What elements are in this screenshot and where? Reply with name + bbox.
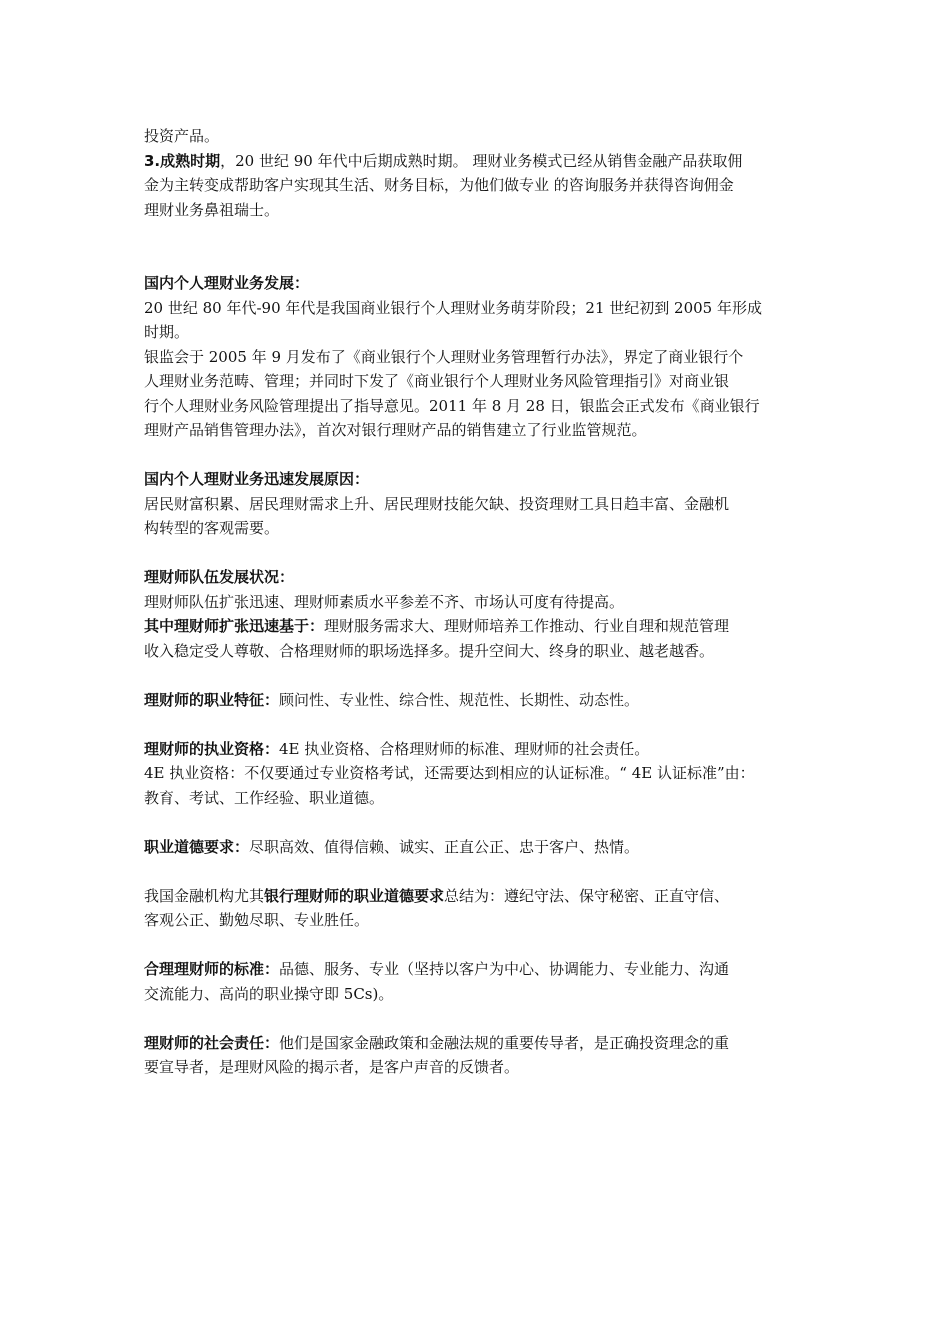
spacer [144, 933, 820, 958]
domestic-line-2: 时期。 [144, 323, 190, 341]
bank-ethics-line-1 [144, 884, 820, 909]
domestic-line-4: 人理财业务范畴、管理；并同时下发了《商业银行个人理财业务风险管理指引》对商业银 [144, 372, 730, 390]
traits-section [144, 688, 820, 713]
intro-line-2 [144, 149, 820, 174]
domestic-line-1: 20 世纪 80 年代-90 年代是我国商业银行个人理财业务萌芽阶段；21 世纪初到 2005 年形成 [144, 298, 762, 317]
standard-section [144, 957, 820, 1006]
responsibility-line-2: 要宣导者，是理财风险的揭示者，是客户声音的反馈者。 [144, 1058, 520, 1076]
domestic-line-5: 行个人理财业务风险管理提出了指导意见。2011 年 8 月 28 日，银监会正式发布《商业银行 [144, 396, 760, 415]
traits-label: 理财师的职业特征： [144, 690, 280, 709]
reasons-section [144, 467, 820, 541]
spacer [144, 810, 820, 835]
qualification-line-2: 4E 执业资格：不仅要通过专业资格考试，还需要达到相应的认证标准。“ 4E 认证标准”由： [144, 764, 755, 782]
bank-ethics-line-2: 客观公正、勤勉尽职、专业胜任。 [144, 911, 370, 929]
team-section [144, 565, 820, 663]
responsibility-text: 他们是国家金融政策和金融法规的重要传导者，是正确投资理念的重 [279, 1033, 730, 1052]
expansion-label: 其中理财师扩张迅速基于： [144, 617, 325, 635]
spacer [144, 663, 820, 688]
ethics-label: 职业道德要求： [144, 837, 250, 856]
domestic-line-6: 理财产品销售管理办法》，首次对银行理财产品的销售建立了行业监管规范。 [144, 421, 647, 439]
standard-line-1 [144, 957, 820, 982]
standard-line-2: 交流能力、高尚的职业操守即 5Cs)。 [144, 984, 394, 1003]
intro-line-3: 金为主转变成帮助客户实现其生活、财务目标，为他们做专业 的咨询服务并获得咨询佣金 [144, 176, 734, 194]
domestic-heading: 国内个人理财业务发展： [144, 274, 310, 292]
qualification-label: 理财师的执业资格： [144, 739, 280, 758]
spacer [144, 222, 820, 271]
qualification-text: 4E 执业资格、合格理财师的标准、理财师的社会责任。 [279, 739, 650, 758]
responsibility-section [144, 1031, 820, 1080]
spacer [144, 1006, 820, 1031]
reasons-line-1: 居民财富积累、居民理财需求上升、居民理财技能欠缺、投资理财工具日趋丰富、金融机 [144, 494, 730, 513]
team-line-2 [144, 614, 820, 639]
team-line-1: 理财师队伍扩张迅速、理财师素质水平参差不齐、市场认可度有待提高。 [144, 592, 625, 611]
qualification-section [144, 737, 820, 811]
standard-label: 合理理财师的标准： [144, 960, 280, 978]
maturity-label: 3.成熟时期 [144, 151, 221, 170]
intro-line-4: 理财业务鼻祖瑞士。 [144, 200, 280, 219]
bank-ethics-pre: 我国金融机构尤其 [144, 886, 265, 905]
document-page [144, 124, 820, 1080]
ethics-text: 尽职高效、值得信赖、诚实、正直公正、忠于客户、热情。 [249, 837, 640, 856]
ethics-line [144, 835, 820, 860]
qualification-line-3: 教育、考试、工作经验、职业道德。 [144, 788, 385, 807]
domestic-line-3: 银监会于 2005 年 9 月发布了《商业银行个人理财业务管理暂行办法》，界定了商业银行个 [144, 347, 744, 366]
bank-ethics-post: 总结为：遵纪守法、保守秘密、正直守信、 [444, 886, 730, 905]
qualification-line-1 [144, 737, 820, 762]
spacer [144, 859, 820, 884]
ethics-section [144, 835, 820, 860]
intro-section [144, 124, 820, 222]
traits-line [144, 688, 820, 713]
reasons-line-2: 构转型的客观需要。 [144, 519, 280, 537]
team-line-3: 收入稳定受人尊敬、合格理财师的职场选择多。提升空间大、终身的职业、越老越香。 [144, 641, 715, 660]
domestic-section [144, 271, 820, 443]
bank-ethics-label: 银行理财师的职业道德要求 [264, 886, 445, 905]
expansion-text: 理财服务需求大、理财师培养工作推动、行业自理和规范管理 [324, 617, 730, 635]
bank-ethics-section [144, 884, 820, 933]
intro-line-1: 投资产品。 [144, 127, 220, 145]
traits-text: 顾问性、专业性、综合性、规范性、长期性、动态性。 [279, 690, 640, 709]
standard-text: 品德、服务、专业（坚持以客户为中心、协调能力、专业能力、沟通 [279, 960, 730, 978]
team-heading: 理财师队伍发展状况： [144, 568, 295, 586]
responsibility-label: 理财师的社会责任： [144, 1033, 280, 1052]
spacer [144, 443, 820, 468]
maturity-text: ，20 世纪 90 年代中后期成熟时期。 理财业务模式已经从销售金融产品获取佣 [220, 151, 743, 170]
reasons-heading: 国内个人理财业务迅速发展原因： [144, 470, 370, 488]
spacer [144, 541, 820, 566]
spacer [144, 712, 820, 737]
responsibility-line-1 [144, 1031, 820, 1056]
